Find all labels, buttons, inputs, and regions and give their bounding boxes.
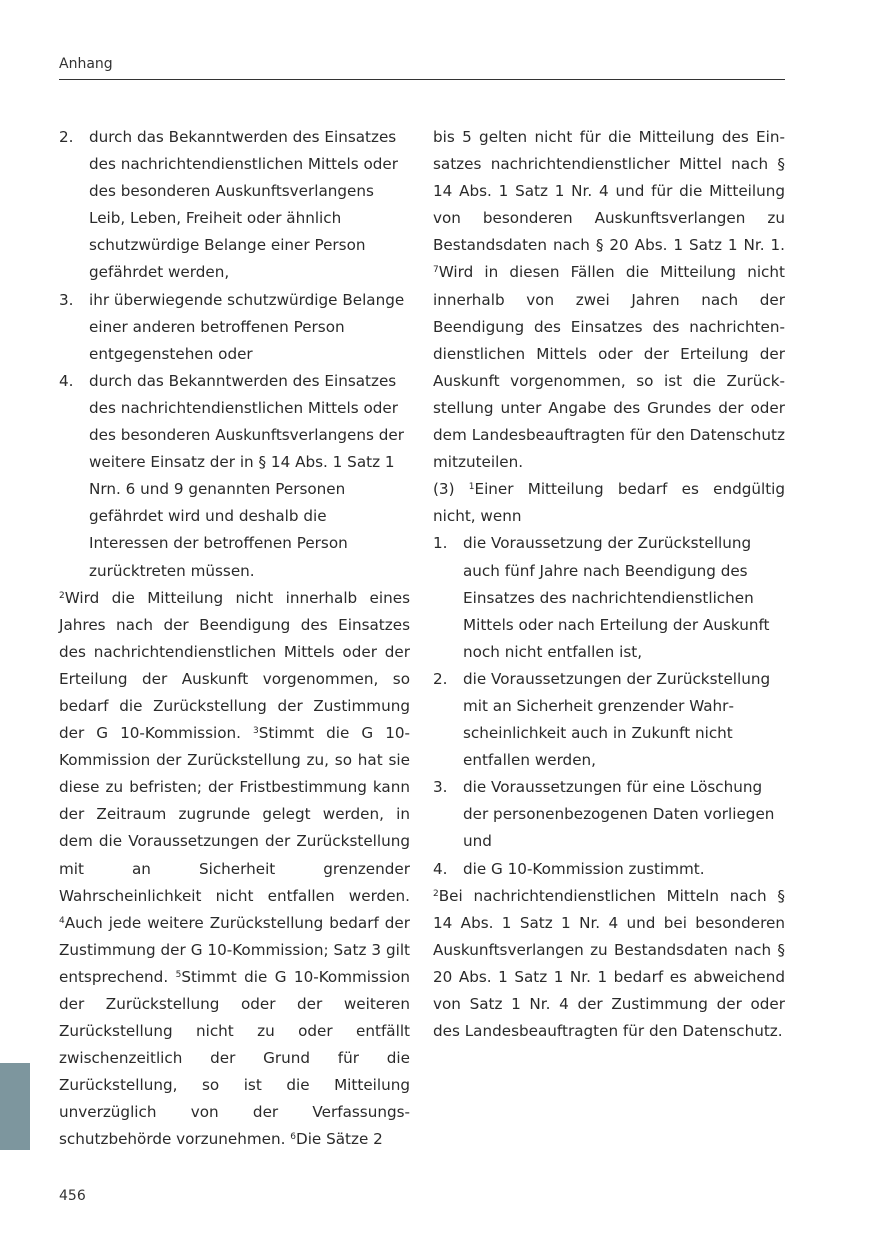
list-text: ihr überwiegende schutzwürdige Belange einer anderen betroffenen Person entgegenstehen oder [89,290,405,363]
header-rule [59,79,785,80]
sentence-number: 1 [468,482,475,493]
list-text: die G 10-Kommission zustimmt. [463,859,705,878]
page-number: 456 [59,1188,86,1204]
list-text: durch das Bekanntwerden des Einsatzes des nachrichtendienstlichen Mittels oder des besonderen Auskunftsverlangens der weitere Einsatz der in § 14 Abs. 1 Satz 1 Nrn. 6 und 9 genannten Personen gefährdet wird und deshalb die Interessen der betroffenen Person zurücktreten müssen. [89,371,404,580]
list-number: 2. [59,128,74,146]
sentence: bis 5 gelten nicht für die Mitteilung des Einsatzes nachrichtendienstlicher Mittel nach § 14 Abs. 1 Satz 1 Nr. 4 und für die Mitteilung von besonderen Auskunftsverlangen zu Bestandsdaten nach § 20 Abs. 1 Satz 1 Nr. 1. [433,128,785,255]
sentence-number: 5 [175,969,182,980]
list-item [433,530,785,665]
right-column [433,124,785,1045]
list-number: 4. [59,371,74,390]
paragraph [433,124,785,476]
list-item [59,124,410,287]
list-number: 4. [433,859,448,878]
list-text: durch das Bekanntwerden des Einsatzes des nachrichtendienstlichen Mittels oder des besonderen Auskunftsverlangens Leib, Leben, Freiheit oder ähnlich schutzwürdige Belange einer Person gefährdet werden, [89,128,398,282]
sentence: Stimmt die G 10-Kommission der Zurückstellung zu, so hat sie diese zu befristen; der Fristbestimmung kann der Zeitraum zugrunde gelegt werden, in dem die Voraussetzungen der Zurückstellung mit an Sicherheit grenzender Wahrscheinlichkeit nicht entfallen werden. [59,724,410,905]
sentence: Wird die Mitteilung nicht innerhalb eines Jahres nach der Beendigung des Einsatzes des nachrichtendienstlichen Mittels oder der Erteilung der Auskunft vorgenommen, so bedarf die Zurückstellung der Zustimmung der G 10-Kommission. [59,588,410,743]
sentence-number: 2 [433,888,439,899]
sentence-number: 6 [290,1132,297,1143]
running-header: Anhang [59,56,113,72]
chapter-tab-marker [0,1063,30,1150]
list-text: die Voraussetzungen der Zurückstellung mit an Sicherheit grenzender Wahrscheinlichkeit auch in Zukunft nicht entfallen werden, [463,669,771,770]
paragraph [433,883,785,1046]
sentence: Bei nachrichtendienstlichen Mitteln nach § 14 Abs. 1 Satz 1 Nr. 4 und bei besonderen Auskunftsverlangen zu Bestandsdaten nach § 20 Abs. 1 Satz 1 Nr. 1 bedarf es abweichend von Satz 1 Nr. 4 der Zustimmung der oder des Landesbeauftragten für den Datenschutz. [433,886,785,1041]
left-column [59,124,410,1154]
list-number: 3. [59,290,74,309]
list-item [433,666,785,774]
sentence-number: 3 [253,726,259,737]
list-text: die Voraussetzung der Zurückstellung auch fünf Jahre nach Beendigung des Einsatzes des nachrichtendienstlichen Mittels oder nach Erteilung der Auskunft noch nicht entfallen ist, [463,534,770,661]
sentence-number: 4 [59,915,65,926]
paragraph [59,585,410,1154]
sentence: Auch jede weitere Zurückstellung bedarf der Zustimmung der G 10-Kommission; Satz 3 gilt entsprechend. [59,913,410,986]
list-item [59,368,410,585]
list-number: 2. [433,669,448,688]
list-item [59,287,410,368]
list-text: die Voraussetzungen für eine Löschung der personenbezogenen Daten vorliegen und [463,778,775,851]
sentence-number: 2 [59,590,65,601]
sentence: Einer Mitteilung bedarf es endgültig nicht, wenn [433,480,786,526]
section-label: (3) [433,480,469,499]
sentence: Stimmt die G 10-Kommission der Zurückstellung oder der weiteren Zurückstellung nicht zu oder entfällt zwischenzeitlich der Grund für die Zurückstellung, so ist die Mitteilung unverzüglich von der Verfassungsschutzbehörde vorzunehmen. [59,967,410,1149]
sentence: Die Sätze 2 [296,1130,383,1149]
section-paragraph [433,476,785,530]
list-item [433,774,785,855]
sentence-number: 7 [433,265,439,276]
sentence: Wird in diesen Fällen die Mitteilung nicht innerhalb von zwei Jahren nach der Beendigung des Einsatzes des nachrichtendienstlichen Mittels oder der Erteilung der Auskunft vorgenommen, so ist die Zurückstellung unter Angabe des Grundes der oder dem Landesbeauftragten für den Datenschutz mitzuteilen. [433,263,785,472]
list-item [433,856,785,883]
list-number: 3. [433,778,448,797]
list-number: 1. [433,534,448,553]
